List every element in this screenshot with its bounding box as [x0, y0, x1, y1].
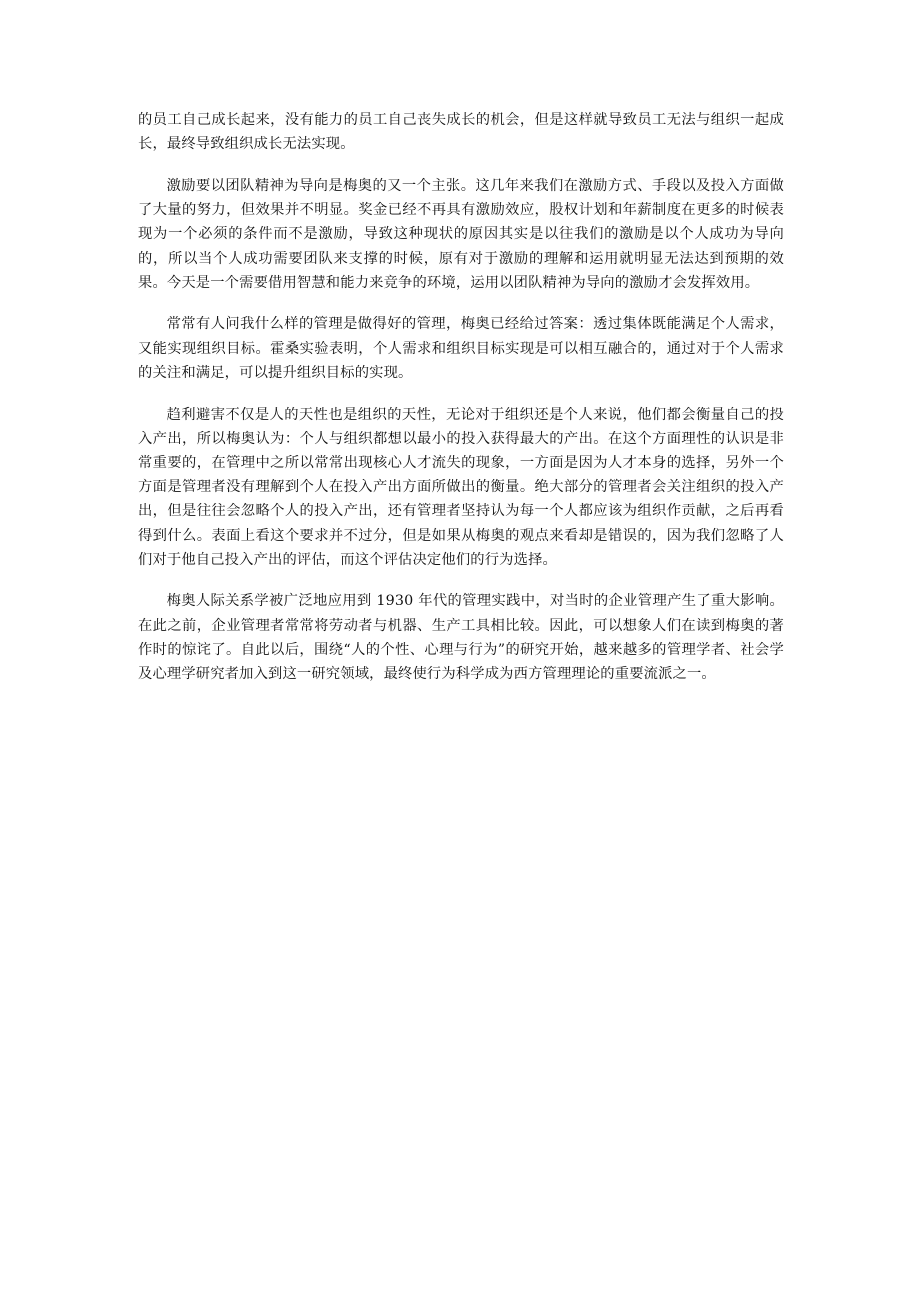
document-body [138, 108, 784, 704]
paragraph-1: 的员工自己成长起来，没有能力的员工自己丧失成长的机会，但是这样就导致员工无法与组织一起成长，最终导致组织成长无法实现。 [138, 112, 784, 153]
paragraph-5: 梅奥人际关系学被广泛地应用到 1930 年代的管理实践中，对当时的企业管理产生了重大影响。在此之前，企业管理者常常将劳动者与机器、生产工具相比较。因此，可以想象人们在读到梅奥的著作时的惊诧了。自此以后，围绕“人的个性、心理与行为”的研究开始，越来越多的管理学者、社会学及心理学研究者加入到这一研究领域，最终使行为科学成为西方管理理论的重要流派之一。 [138, 593, 784, 683]
paragraph-4: 趋利避害不仅是人的天性也是组织的天性，无论对于组织还是个人来说，他们都会衡量自己的投入产出，所以梅奥认为：个人与组织都想以最小的投入获得最大的产出。在这个方面理性的认识是非常重要的，在管理中之所以常常出现核心人才流失的现象，一方面是因为人才本身的选择，另外一个方面是管理者没有理解到个人在投入产出方面所做出的衡量。绝大部分的管理者会关注组织的投入产出，但是往往会忽略个人的投入产出，还有管理者坚持认为每一个人都应该为组织作贡献，之后再看得到什么。表面上看这个要求并不过分，但是如果从梅奥的观点来看却是错误的，因为我们忽略了人们对于他自己投入产出的评估，而这个评估决定他们的行为选择。 [138, 406, 784, 568]
paragraph-3: 常常有人问我什么样的管理是做得好的管理，梅奥已经给过答案：透过集体既能满足个人需求，又能实现组织目标。霍桑实验表明，个人需求和组织目标实现是可以相互融合的，通过对于个人需求的关注和满足，可以提升组织目标的实现。 [138, 316, 784, 381]
paragraph-2: 激励要以团队精神为导向是梅奥的又一个主张。这几年来我们在激励方式、手段以及投入方面做了大量的努力，但效果并不明显。奖金已经不再具有激励效应，股权计划和年薪制度在更多的时候表现为一个必须的条件而不是激励，导致这种现状的原因其实是以往我们的激励是以个人成功为导向的，所以当个人成功需要团队来支撑的时候，原有对于激励的理解和运用就明显无法达到预期的效果。今天是一个需要借用智慧和能力来竞争的环境，运用以团队精神为导向的激励才会发挥效用。 [138, 177, 784, 291]
